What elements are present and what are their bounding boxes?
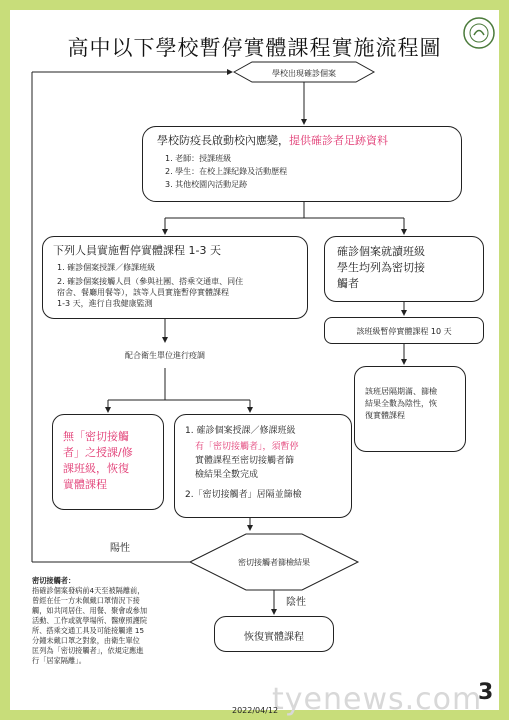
page-number: 3 [478,680,494,705]
pause-item: 2. 確診個案接觸人員（參與社團、搭乘交通車、同住 [57,277,244,286]
class-contacts-line: 確診個案就讀班級 [337,245,425,258]
footnote-line: 分鐘未戴口罩之對象，由衛生單位 [32,636,140,645]
pause-item: 1. 確診個案授課／修課班級 [57,263,156,272]
resume-box [214,616,334,652]
decision-label: 密切接觸者篩檢結果 [238,558,310,567]
contact-box [174,414,352,518]
page-title: 高中以下學校暫停實體課程實施流程圖 [67,36,442,60]
contact-line: 有「密切接觸者」， [195,442,272,452]
class-pause-10-days-box [324,317,484,344]
step-response-item: 1. 老師：授課班級 [165,154,232,163]
class-pause-10-days-label: 該班級暫停實體課程 10 天 [356,327,452,336]
class-contacts-line: 學生均列為密切接 [337,261,425,274]
page [10,10,499,710]
watermark: tyenews.com [272,682,483,717]
step-response-highlight: 提供確診者足跡資料 [289,134,388,147]
footnote-line: 活動、工作或就學場所、醫療照護院 [32,616,148,625]
step-response-heading: 學校防疫長啟動校內應變， [157,134,289,147]
pause-1-3-days-box [42,236,308,319]
step-response-item: 2. 學生：在校上課紀錄及活動歷程 [165,167,288,176]
footnote-line: 曾經在任一方未佩戴口罩情況下接 [32,596,140,605]
pause-item: 1-3 天，進行自我健康監測 [57,299,153,308]
contact-line: 2.「密切接觸者」居隔並篩檢 [185,490,302,500]
step-response-box [142,126,462,202]
pause-item: 宿舍、餐廳用餐等），該等人員實施暫停實體課程 [57,288,229,297]
step-response-item: 3. 其他校園內活動足跡 [165,180,248,189]
resume-label: 恢復實體課程 [244,632,304,643]
footnote-line: 所、搭乘交通工具及可能接觸達 15 [32,626,145,635]
contact-line: 須暫停 [271,442,299,452]
no-contact-line: 者」之授課/修 [63,445,133,459]
no-contact-box [52,414,164,510]
class-contacts-box [324,236,484,302]
footnote-line: 行「居家隔離」。 [32,656,86,665]
no-contact-line: 課班級， [63,461,107,475]
no-contact-line: 實體課程 [63,477,107,491]
document-date: 2022/04/12 [232,706,279,715]
negative-label: 陰性 [286,597,306,608]
footnote-line: 匡列為「密切接觸者」，依規定應進 [32,646,144,655]
class-resume-box [354,366,466,452]
contact-line: 實體課程至密切接觸者篩 [195,456,295,466]
footnote-line: 觸，如共同居住、用餐、聚會或參加 [32,606,148,615]
class-resume-line: 復實體課程 [365,411,405,420]
pause-1-3-days-heading: 下列人員實施暫停實體課程 1-3 天 [53,244,221,257]
no-contact-line: 恢復 [107,461,129,475]
class-contacts-line: 觸者 [337,277,359,290]
positive-label: 陽性 [110,543,130,554]
contact-line: 1. 確診個案授課／修課班級 [185,426,296,436]
contact-line: 檢結果全數完成 [195,470,259,480]
footnote-title: 密切接觸者： [32,576,76,585]
footnote-line: 指確診個案發病前4天至被隔離前， [32,586,145,595]
coordinate-health-unit: 配合衛生單位進行疫調 [125,351,205,360]
class-resume-line: 結果全數為陰性，恢 [365,399,437,408]
no-contact-line: 無「密切接觸 [63,430,129,443]
class-resume-line: 該班居隔期滿、篩檢 [365,387,437,396]
start-label: 學校出現確診個案 [272,69,336,78]
